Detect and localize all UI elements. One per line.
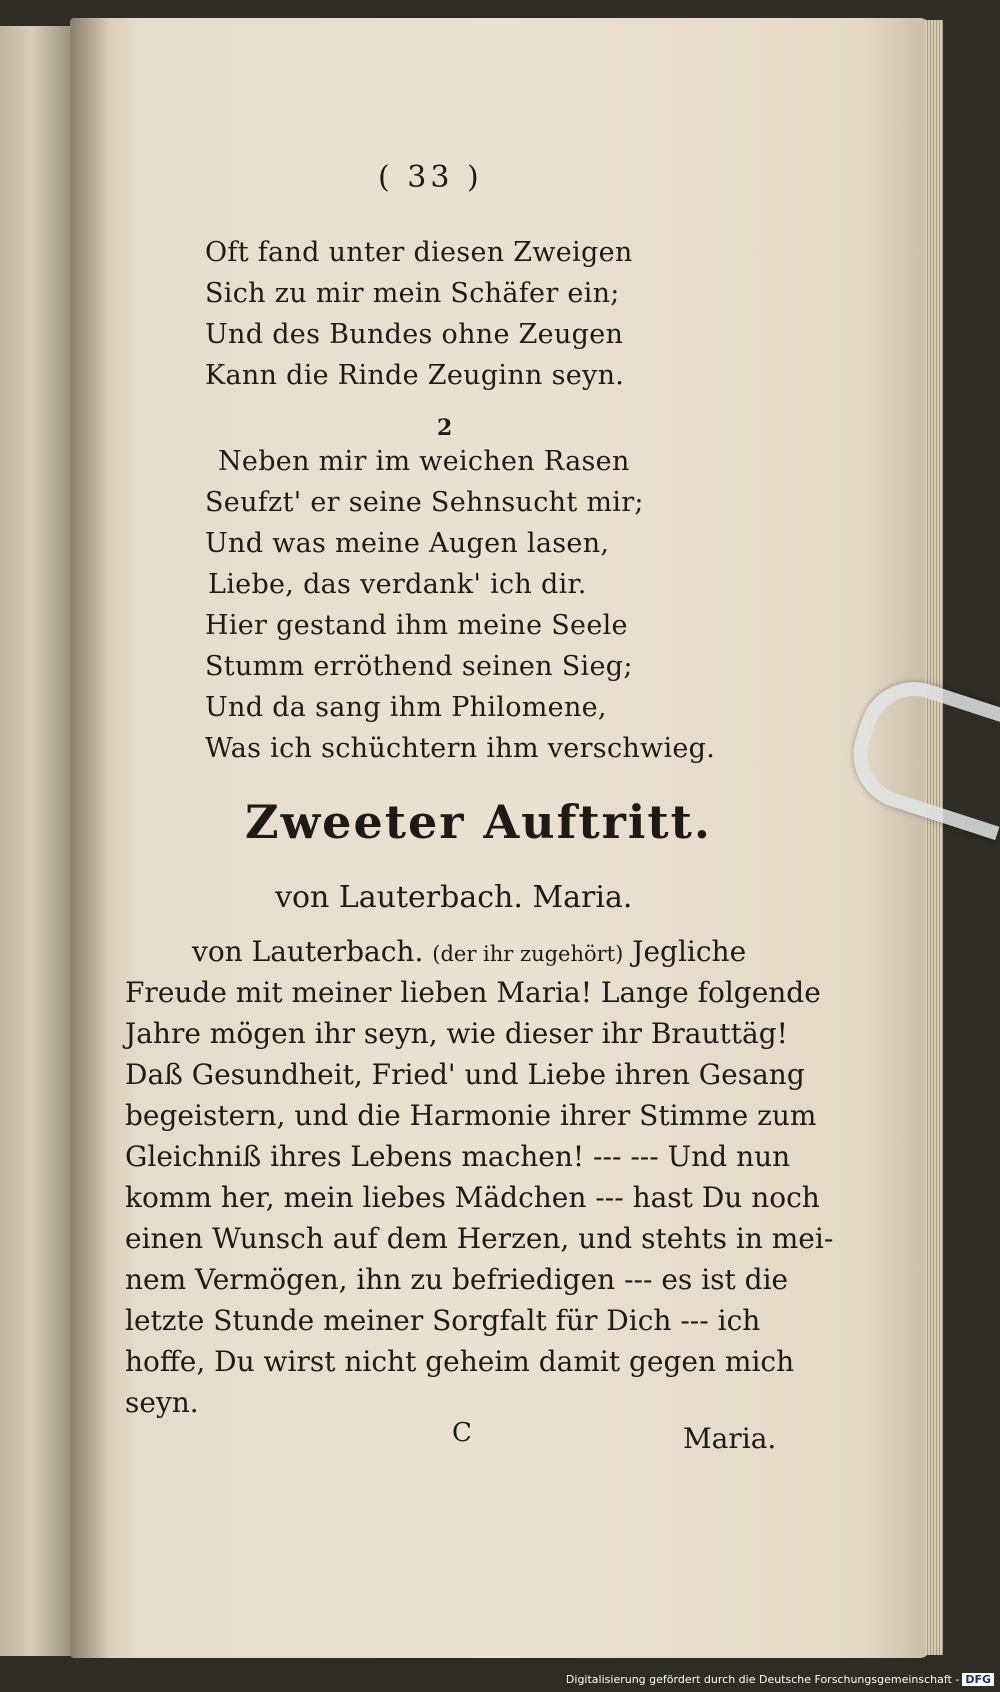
stage-direction: (der ihr zugehört) (432, 942, 624, 966)
verse-line: Was ich schüchtern ihm verschwieg. (205, 733, 716, 764)
speech-line: Jahre mögen ihr seyn, wie dieser ihr Brauttäg! (125, 1017, 788, 1050)
verse-line: Hier gestand ihm meine Seele (205, 610, 628, 641)
verse-line: Seufzt' er seine Sehnsucht mir; (205, 487, 644, 518)
cast-list: von Lauterbach. Maria. (275, 880, 633, 915)
verse-line: Stumm erröthend seinen Sieg; (205, 651, 633, 682)
speech-line: Daß Gesundheit, Fried' und Liebe ihren Gesang (125, 1058, 805, 1091)
catchword: Maria. (683, 1422, 777, 1455)
verse-line: Neben mir im weichen Rasen (218, 446, 630, 477)
verse-line: Liebe, das verdank' ich dir. (208, 569, 587, 600)
page-stack-edge (925, 20, 943, 1655)
verse-line: Sich zu mir mein Schäfer ein; (205, 278, 620, 309)
speech-line: Gleichniß ihres Lebens machen! --- --- Und nun (125, 1140, 791, 1173)
scene-title: Zweeter Auftritt. (245, 795, 712, 849)
gutter-shadow (70, 18, 110, 1658)
speech-line: letzte Stunde meiner Sorgfalt für Dich --- ich (125, 1304, 761, 1337)
verse-line: Oft fand unter diesen Zweigen (205, 237, 633, 268)
speech-line: hoffe, Du wirst nicht geheim damit gegen mich (125, 1345, 795, 1378)
page-number: ( 33 ) (378, 160, 483, 195)
speech-line: einen Wunsch auf dem Herzen, und stehts in mei- (125, 1222, 834, 1255)
dfg-logo: DFG (962, 1673, 994, 1686)
digitization-credit (566, 1673, 994, 1686)
verse-line: Und was meine Augen lasen, (205, 528, 610, 559)
speech-line: seyn. (125, 1386, 199, 1419)
speech-line: Freude mit meiner lieben Maria! Lange folgende (125, 976, 821, 1009)
verse-line: Und da sang ihm Philomene, (205, 692, 607, 723)
speech-first-line (192, 935, 746, 968)
facing-page-edge (0, 26, 80, 1656)
speech-line: begeistern, und die Harmonie ihrer Stimme zum (125, 1099, 817, 1132)
speech-line: nem Vermögen, ihn zu befriedigen --- es ist die (125, 1263, 789, 1296)
signature-mark: C (452, 1418, 472, 1448)
stanza-number: 2 (437, 415, 453, 441)
verse-line: Kann die Rinde Zeuginn seyn. (205, 360, 625, 391)
speech-text: Jegliche (632, 935, 747, 968)
speech-line: komm her, mein liebes Mädchen --- hast Du noch (125, 1181, 820, 1214)
speaker-name: von Lauterbach. (192, 935, 424, 968)
credit-text: Digitalisierung gefördert durch die Deutsche Forschungsgemeinschaft - (565, 1673, 960, 1686)
verse-line: Und des Bundes ohne Zeugen (205, 319, 624, 350)
